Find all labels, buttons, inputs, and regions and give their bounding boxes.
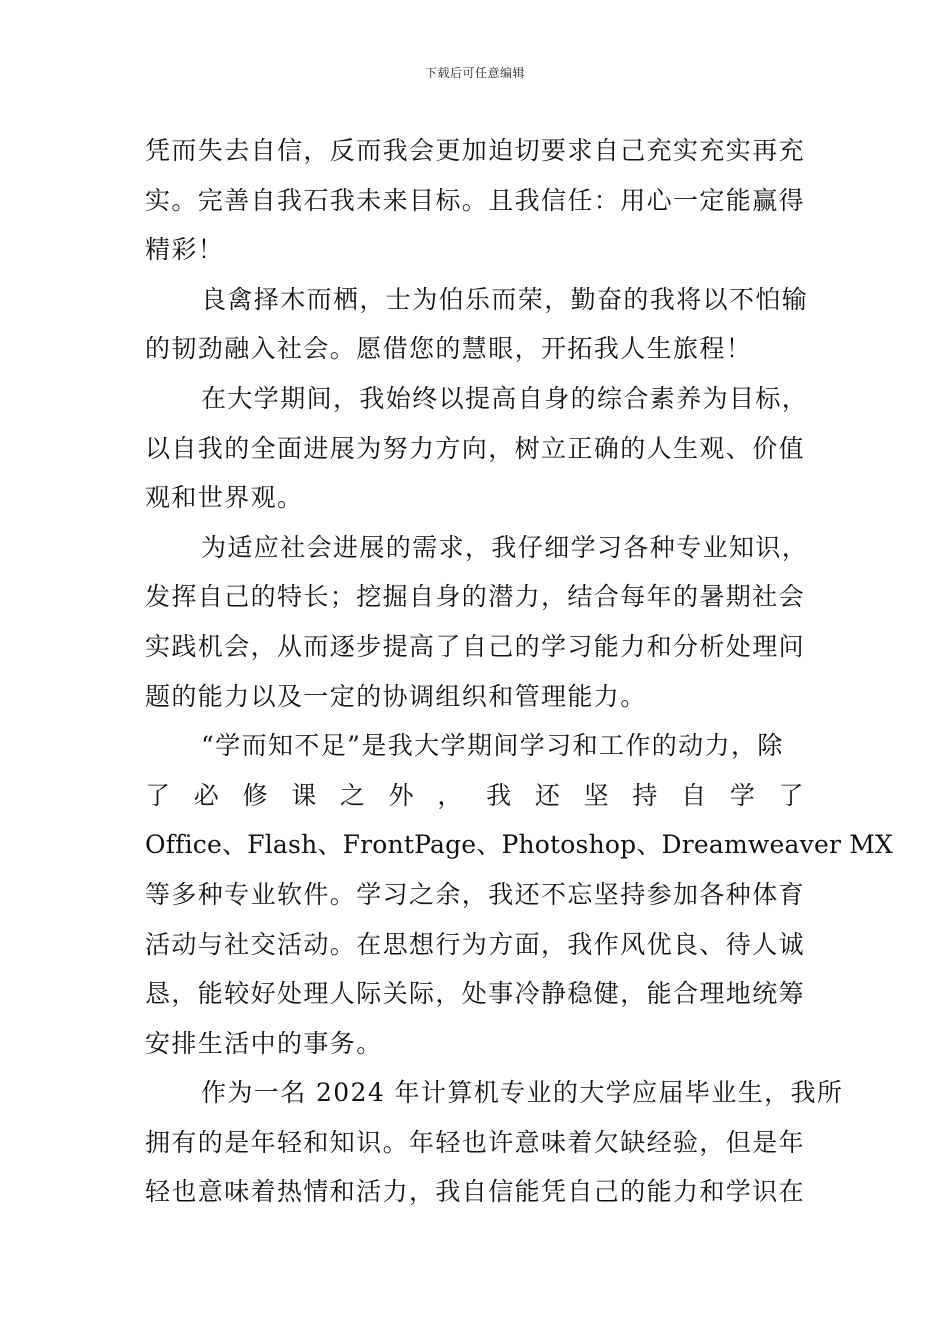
text-line: 良禽择木而栖，士为伯乐而荣，勤奋的我将以不怕输: [201, 284, 809, 314]
text-line: 作为一名 2024 年计算机专业的大学应届毕业生，我所: [201, 1078, 844, 1108]
char: 了: [145, 780, 172, 810]
text-line: 等多种专业软件。学习之余，我还不忘坚持参加各种体育: [145, 879, 806, 909]
char: 还: [534, 780, 562, 810]
text-line: 安排生活中的事务。: [145, 1028, 383, 1058]
text-line: 精彩！: [145, 235, 225, 265]
text-line: 发挥自己的特长；挖掘自身的潜力，结合每年的暑期社会: [145, 582, 806, 612]
text-line: 题的能力以及一定的协调组织和管理能力。: [145, 681, 647, 711]
char: ，: [437, 780, 464, 810]
paragraph: [145, 523, 809, 721]
char: 课: [291, 780, 318, 810]
char: 外: [388, 780, 416, 810]
text-line: 轻也意味着热情和活力，我自信能凭自己的能力和学识在: [145, 1177, 806, 1207]
char: 之: [339, 780, 367, 810]
paragraph: [145, 275, 809, 374]
text-line: 在大学期间，我始终以提高自身的综合素养为目标，: [201, 383, 809, 413]
page-header: 下载后可任意编辑: [424, 66, 525, 80]
char: 了: [778, 780, 805, 810]
char: 修: [242, 780, 269, 810]
text-line: 拥有的是年轻和知识。年轻也许意味着欠缺经验，但是年: [145, 1127, 806, 1157]
char: 持: [632, 780, 659, 810]
paragraph: [145, 374, 809, 523]
text-line: 实。完善自我石我未来目标。且我信任：用心一定能赢得: [145, 185, 806, 215]
text-line: 活动与社交活动。在思想行为方面，我作风优良、待人诚: [145, 929, 806, 959]
paragraph: [145, 1068, 844, 1217]
text-line: 观和世界观。: [145, 483, 304, 513]
char: 自: [681, 780, 708, 810]
text-line: 为适应社会进展的需求，我仔细学习各种专业知识，: [201, 532, 809, 562]
char: 我: [486, 780, 513, 810]
document-body: [145, 126, 894, 1217]
text-line: Office、Flash、FrontPage、Photoshop、Dreamweaver MX: [145, 830, 894, 860]
text-line: “学而知不足”是我大学期间学习和工作的动力，除: [201, 731, 784, 761]
char: 必: [193, 780, 221, 810]
justified-text-line: [145, 771, 805, 821]
paragraph: [145, 126, 805, 275]
text-line: 凭而失去自信，反而我会更加迫切要求自己充实充实再充: [145, 136, 806, 165]
char: 坚: [583, 780, 611, 810]
text-line: 实践机会，从而逐步提高了自己的学习能力和分析处理问: [145, 631, 806, 661]
text-line: 的韧劲融入社会。愿借您的慧眼，开拓我人生旅程！: [145, 334, 753, 364]
paragraph: [145, 721, 894, 1068]
text-line: 以自我的全面进展为努力方向，树立正确的人生观、价值: [145, 433, 806, 463]
char: 学: [729, 780, 757, 810]
text-line: 恳，能较好处理人际关际，处事冷静稳健，能合理地统筹: [145, 979, 806, 1009]
